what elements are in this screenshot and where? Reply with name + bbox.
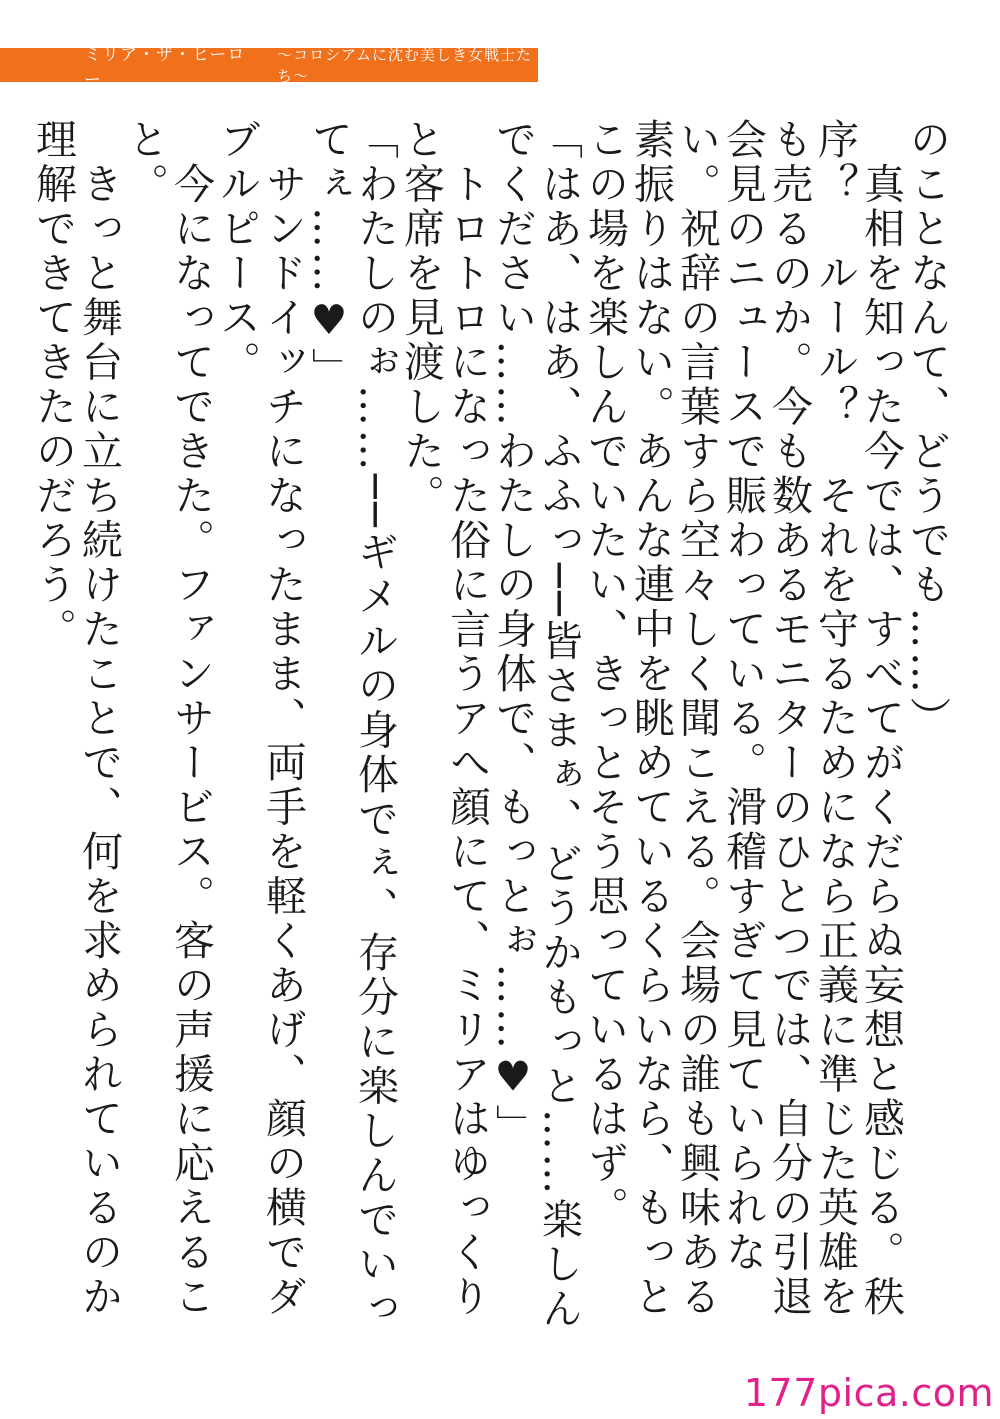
paragraph: 今になってできた。ファンサービス。客の声援に応えること。 [121, 118, 215, 1320]
watermark: 177pica.com [743, 1371, 994, 1415]
book-subtitle: ～コロシアムに沈む美しき女戦士たち～ [277, 46, 533, 85]
vertical-body-text [29, 118, 951, 1358]
paragraph: 「はあ、はあ、ふふっ──皆さまぁ、どうかもっと……楽しんでください……わたしの身体で、もっとぉ……♥」 [489, 118, 583, 1332]
paragraph: のことなんて、どうでも……） [903, 118, 951, 741]
paragraph: サンドイッチになったまま、両手を軽くあげ、顔の横でダブルピース。 [213, 118, 307, 1320]
book-title: ミリア・ザ・ヒーロー [84, 45, 246, 90]
paragraph: 真相を知った今では、すべてがくだらぬ妄想と感じる。秩序？ ルール？ それを守るためになら正義に準じた英雄をも売るのか。今も数あるモニターのひとつでは、自分の引退会見のニュースで賑わっている。滑稽すぎて見ていられない。祝辞の言葉すら空々しく聞こえる。会場の誰も興味ある素振りはない。あんな連中を眺めているくらいなら、もっとこの場を楽しんでいたい、きっとそう思っているはず。 [581, 118, 905, 1320]
paragraph: きっと舞台に立ち続けたことで、何を求められているのか理解できてきたのだろう。 [29, 118, 123, 1320]
paragraph: 「わたしのぉ……──ギメルの身体でぇ、存分に楽しんでいってぇ……♥」 [305, 118, 399, 1332]
header-band [0, 45, 538, 90]
paragraph: トロトロになった俗に言うアへ顔にて、ミリアはゆっくりと客席を見渡した。 [397, 118, 491, 1320]
